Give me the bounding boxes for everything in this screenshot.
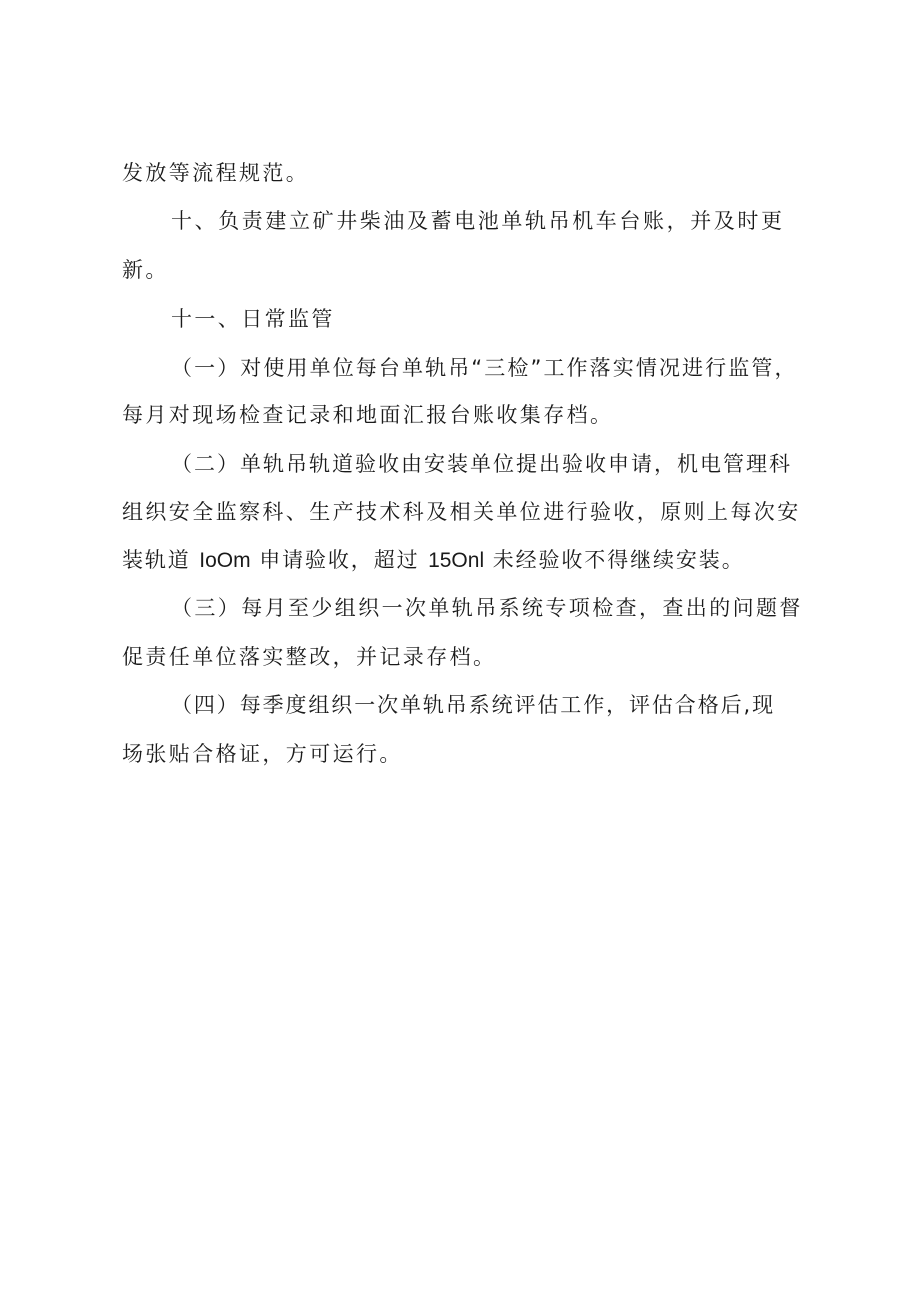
text-line: 新。 — [122, 258, 169, 282]
text-line-mixed — [122, 545, 745, 576]
section-heading: 十一、日常监管 — [171, 307, 335, 331]
text-line: 十、负责建立矿井柴油及蓄电池单轨吊机车台账，并及时更 — [171, 209, 785, 233]
text-line: （四）每季度组织一次单轨吊系统评估工作，评估合格后,现 — [171, 693, 775, 717]
text-segment-latin: IoOm — [199, 549, 251, 572]
text-line: 组织安全监察科、生产技术科及相关单位进行验收，原则上每次安 — [122, 500, 801, 524]
text-line: 场张贴合格证，方可运行。 — [122, 742, 403, 766]
text-segment: 装轨道 — [122, 548, 200, 572]
text-line: （三）每月至少组织一次单轨吊系统专项检查，查出的问题督 — [171, 596, 803, 620]
text-segment: 未经验收不得继续安装。 — [484, 548, 745, 572]
text-line: （二）单轨吊轨道验收由安装单位提出验收申请，机电管理科 — [171, 452, 792, 476]
text-segment-latin: 15Onl — [428, 549, 485, 572]
text-line: 发放等流程规范。 — [122, 161, 310, 185]
text-line: 每月对现场检查记录和地面汇报台账收集存档。 — [122, 403, 614, 427]
text-line: 促责任单位落实整改，并记录存档。 — [122, 645, 497, 669]
text-segment: 申请验收，超过 — [250, 548, 429, 572]
text-line: （一）对使用单位每台单轨吊“三检”工作落实情况进行监管， — [171, 356, 798, 380]
